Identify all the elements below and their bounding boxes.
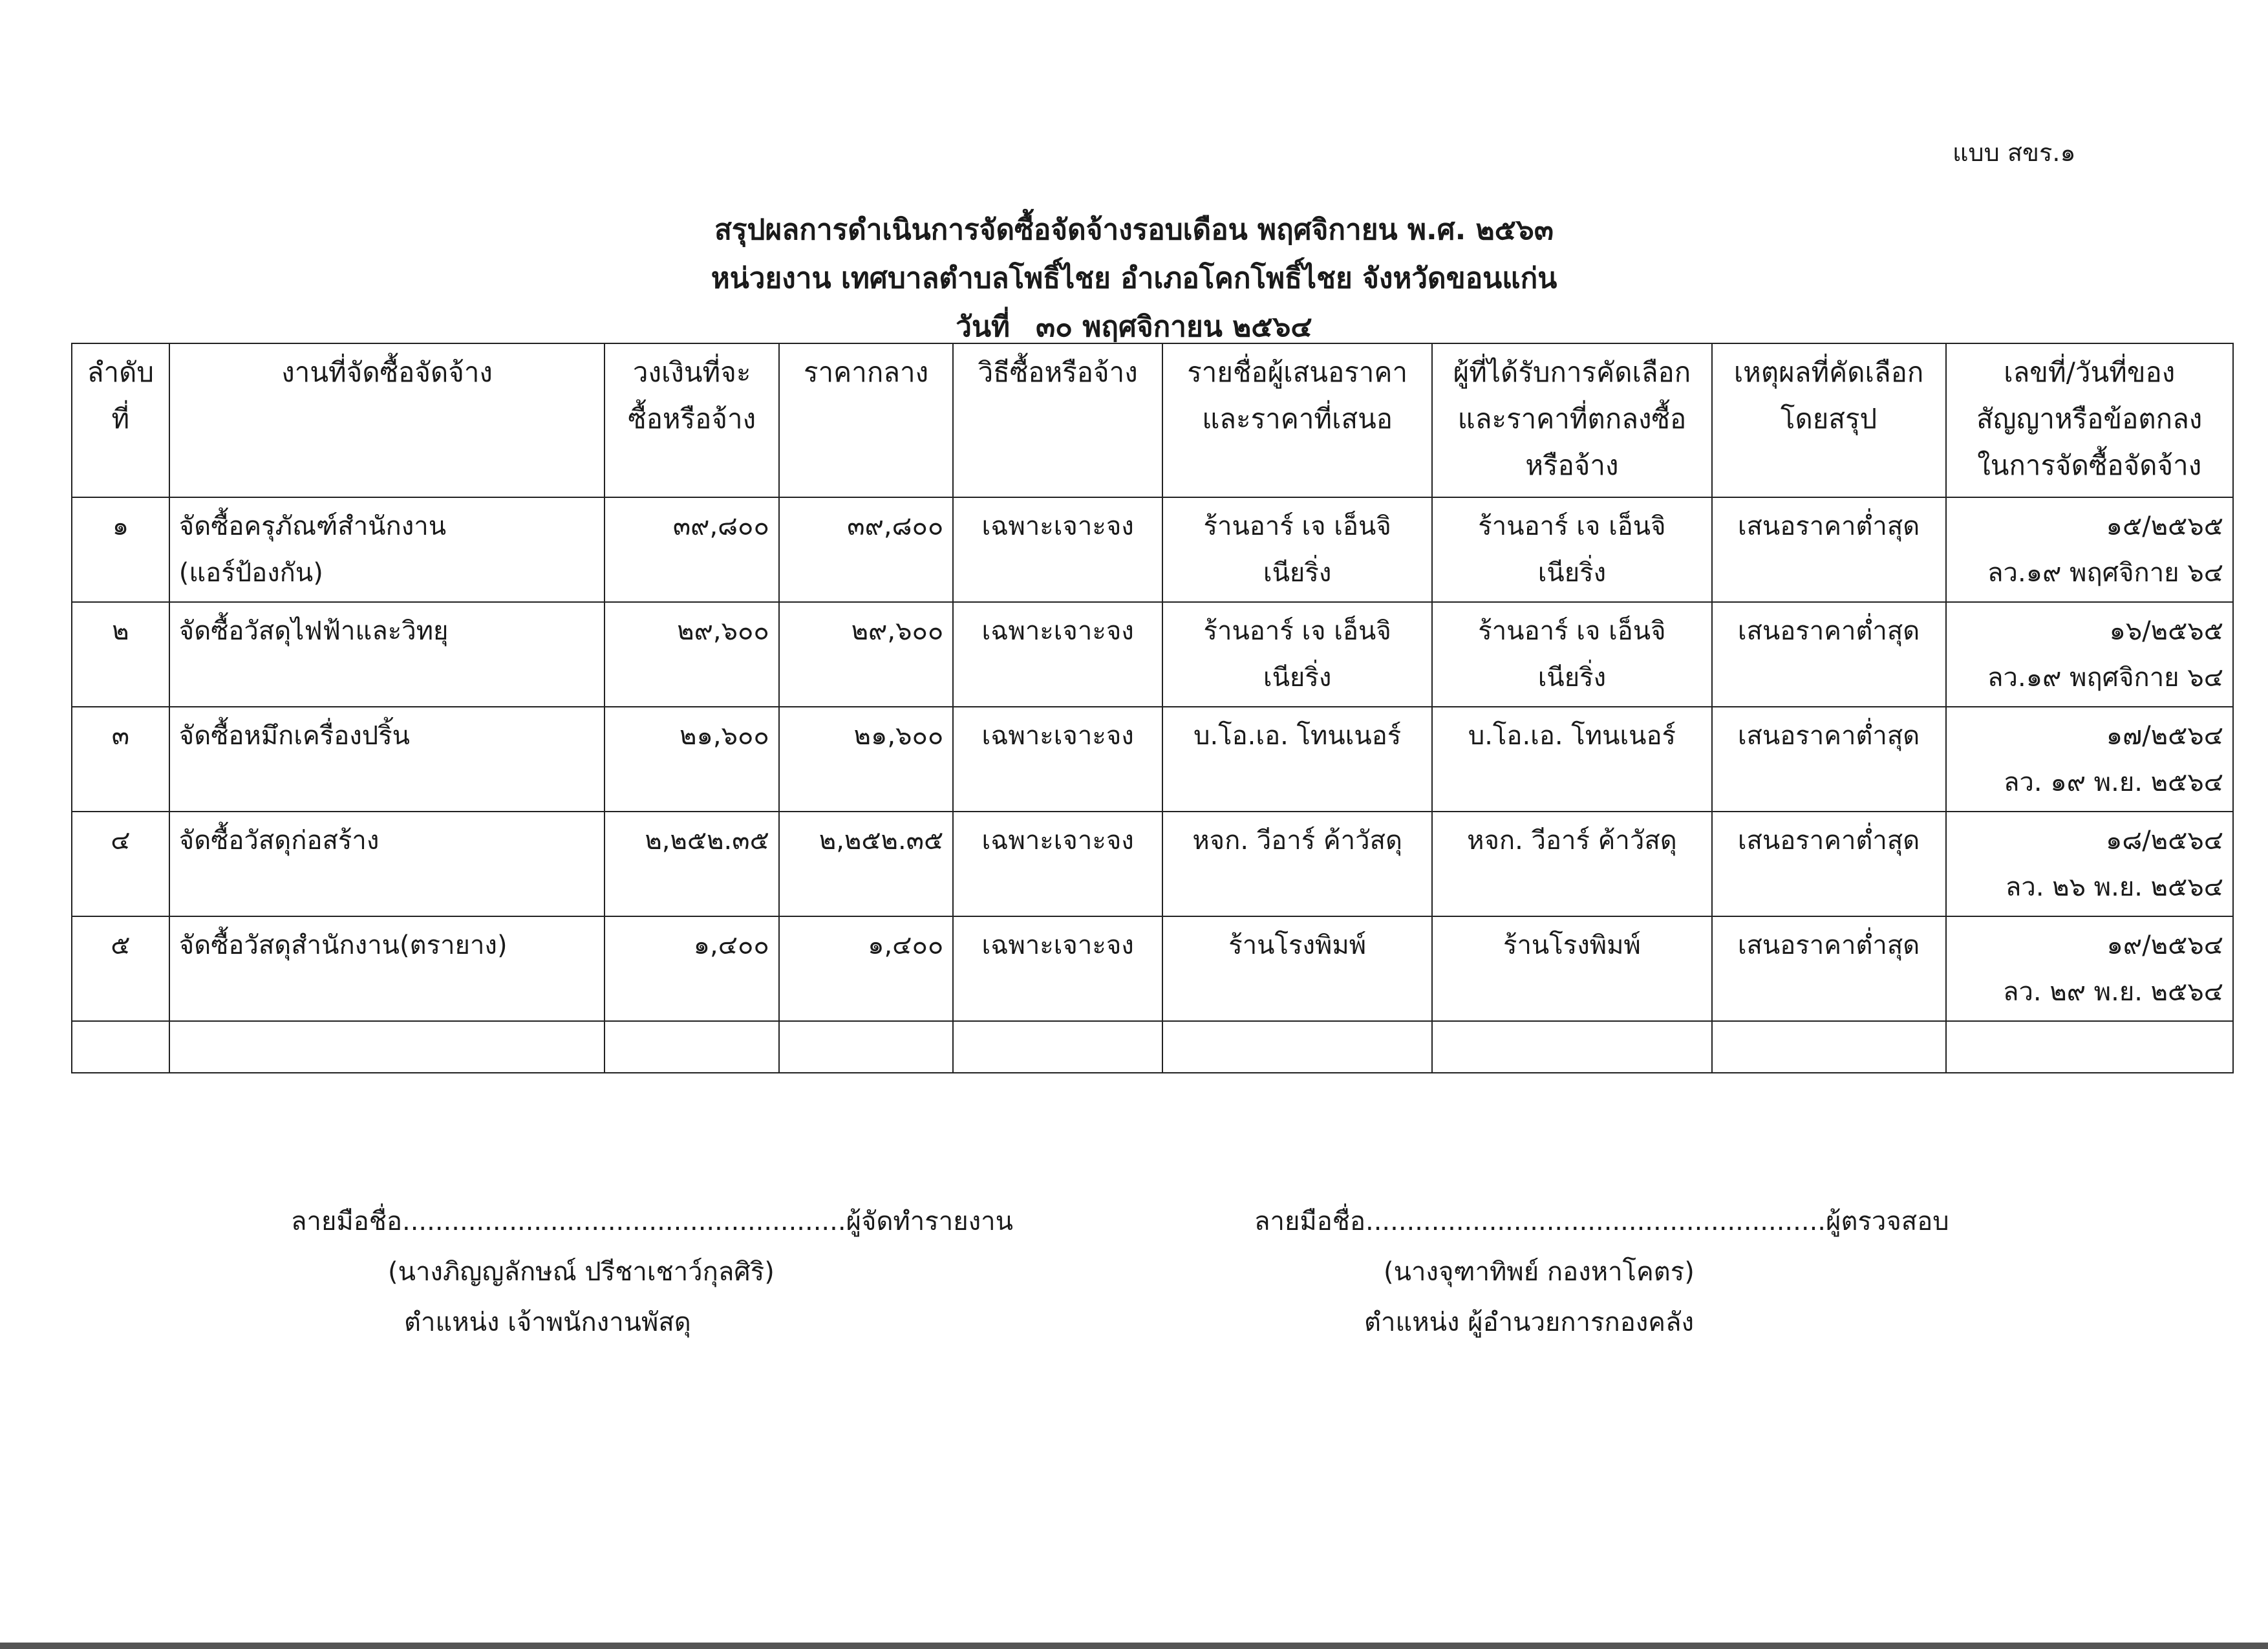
row-bidders: ร้านอาร์ เจ เอ็นจิ เนียริ่ง: [1162, 497, 1432, 602]
row-no: ๑: [72, 497, 169, 602]
row-budget: ๒,๒๕๒.๓๕: [604, 812, 778, 916]
row-budget: ๒๑,๖๐๐: [604, 707, 778, 812]
row-method: เฉพาะเจาะจง: [953, 812, 1162, 916]
header-method: วิธีซื้อหรือจ้าง: [953, 343, 1162, 497]
header-selected: ผู้ที่ได้รับการคัดเลือก และราคาที่ตกลงซื้อ หรือจ้าง: [1432, 343, 1711, 497]
report-title: สรุปผลการดำเนินการจัดซื้อจัดจ้างรอบเดือน พฤศจิกายน พ.ศ. ๒๕๖๓: [714, 213, 1554, 246]
row-selected: หจก. วีอาร์ ค้าวัสดุ: [1432, 812, 1711, 916]
scan-edge-bar: [0, 1643, 2268, 1649]
header-reason: เหตุผลที่คัดเลือก โดยสรุป: [1712, 343, 1946, 497]
row-reason: เสนอราคาต่ำสุด: [1712, 497, 1946, 602]
row-reason: เสนอราคาต่ำสุด: [1712, 812, 1946, 916]
row-budget: ๑,๔๐๐: [604, 916, 778, 1021]
table-header-row: [72, 343, 2233, 497]
row-reason: เสนอราคาต่ำสุด: [1712, 602, 1946, 707]
table-row: [72, 707, 2233, 812]
signer-name: (นางจุฑาทิพย์ กองหาโคตร): [1384, 1257, 1695, 1287]
signature-block-reviewer: [1254, 1196, 2030, 1348]
signer-position: ตำแหน่ง เจ้าพนักงานพัสดุ: [404, 1308, 691, 1337]
row-contract: ๑๕/๒๕๖๕ ลว.๑๙ พฤศจิกาย ๖๔: [1946, 497, 2233, 602]
signature-line: ลายมือชื่อ........................................................ผู้ตรวจสอบ: [1254, 1207, 1949, 1236]
row-method: เฉพาะเจาะจง: [953, 497, 1162, 602]
row-no: ๔: [72, 812, 169, 916]
table-row: [72, 497, 2233, 602]
row-bidders: หจก. วีอาร์ ค้าวัสดุ: [1162, 812, 1432, 916]
report-date: ๓๐ พฤศจิกายน ๒๕๖๔: [1036, 310, 1312, 343]
row-selected: บ.โอ.เอ. โทนเนอร์: [1432, 707, 1711, 812]
row-item: จัดซื้อวัสดุไฟฟ้าและวิทยุ: [169, 602, 605, 707]
row-bidders: ร้านอาร์ เจ เอ็นจิ เนียริ่ง: [1162, 602, 1432, 707]
signer-name: (นางภิญญลักษณ์ ปรีชาเชาว์กุลศิริ): [388, 1257, 775, 1287]
signature-line: ลายมือชื่อ......................................................ผู้จัดทำรายงาน: [291, 1207, 1013, 1236]
row-selected: ร้านอาร์ เจ เอ็นจิ เนียริ่ง: [1432, 497, 1711, 602]
header-bidders: รายชื่อผู้เสนอราคา และราคาที่เสนอ: [1162, 343, 1432, 497]
row-selected: ร้านโรงพิมพ์: [1432, 916, 1711, 1021]
row-budget: ๒๙,๖๐๐: [604, 602, 778, 707]
row-no: ๒: [72, 602, 169, 707]
procurement-summary-table: [71, 343, 2234, 1073]
date-label: วันที่: [956, 310, 1011, 343]
table-row: [72, 602, 2233, 707]
row-item: จัดซื้อหมึกเครื่องปริ้น: [169, 707, 605, 812]
row-method: เฉพาะเจาะจง: [953, 602, 1162, 707]
row-bidders: ร้านโรงพิมพ์: [1162, 916, 1432, 1021]
row-item: จัดซื้อวัสดุก่อสร้าง: [169, 812, 605, 916]
row-method: เฉพาะเจาะจง: [953, 707, 1162, 812]
row-reason: เสนอราคาต่ำสุด: [1712, 707, 1946, 812]
row-item: จัดซื้อวัสดุสำนักงาน(ตรายาง): [169, 916, 605, 1021]
row-median-price: ๒,๒๕๒.๓๕: [779, 812, 953, 916]
header-item: งานที่จัดซื้อจัดจ้าง: [169, 343, 605, 497]
row-median-price: ๒๑,๖๐๐: [779, 707, 953, 812]
row-reason: เสนอราคาต่ำสุด: [1712, 916, 1946, 1021]
row-contract: ๑๘/๒๕๖๔ ลว. ๒๖ พ.ย. ๒๕๖๔: [1946, 812, 2233, 916]
row-contract: ๑๖/๒๕๖๕ ลว.๑๙ พฤศจิกาย ๖๔: [1946, 602, 2233, 707]
header-median-price: ราคากลาง: [779, 343, 953, 497]
row-budget: ๓๙,๘๐๐: [604, 497, 778, 602]
row-contract: ๑๗/๒๕๖๔ ลว. ๑๙ พ.ย. ๒๕๖๔: [1946, 707, 2233, 812]
row-median-price: ๓๙,๘๐๐: [779, 497, 953, 602]
row-median-price: ๒๙,๖๐๐: [779, 602, 953, 707]
header-contract: เลขที่/วันที่ของ สัญญาหรือข้อตกลง ในการจัดซื้อจัดจ้าง: [1946, 343, 2233, 497]
header-no: ลำดับ ที่: [72, 343, 169, 497]
form-code: แบบ สขร.๑: [1952, 138, 2076, 167]
table-row-empty: [72, 1021, 2233, 1073]
signature-block-preparer: [291, 1196, 1067, 1348]
signer-position: ตำแหน่ง ผู้อำนวยการกองคลัง: [1364, 1308, 1695, 1337]
row-selected: ร้านอาร์ เจ เอ็นจิ เนียริ่ง: [1432, 602, 1711, 707]
table-row: [72, 916, 2233, 1021]
row-method: เฉพาะเจาะจง: [953, 916, 1162, 1021]
row-bidders: บ.โอ.เอ. โทนเนอร์: [1162, 707, 1432, 812]
row-item: จัดซื้อครุภัณฑ์สำนักงาน (แอร์ป้องกัน): [169, 497, 605, 602]
header-budget: วงเงินที่จะ ซื้อหรือจ้าง: [604, 343, 778, 497]
table-row: [72, 812, 2233, 916]
row-no: ๓: [72, 707, 169, 812]
agency-line: หน่วยงาน เทศบาลตำบลโพธิ์ไชย อำเภอโคกโพธิ์ไชย จังหวัดขอนแก่น: [711, 262, 1557, 295]
row-no: ๕: [72, 916, 169, 1021]
row-median-price: ๑,๔๐๐: [779, 916, 953, 1021]
row-contract: ๑๙/๒๕๖๔ ลว. ๒๙ พ.ย. ๒๕๖๔: [1946, 916, 2233, 1021]
